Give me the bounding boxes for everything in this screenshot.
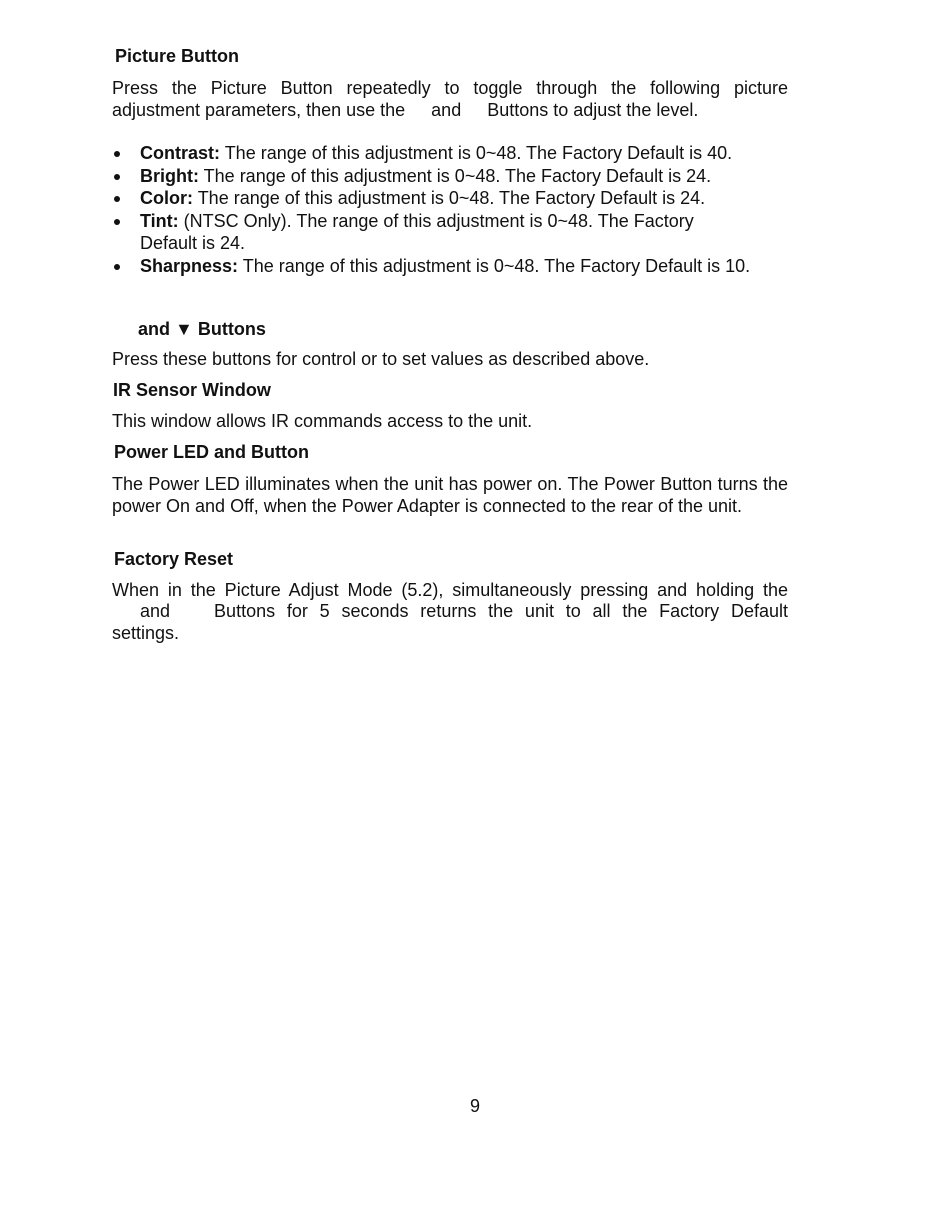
picture-button-heading: Picture Button (115, 46, 239, 66)
adjustment-list (112, 142, 788, 277)
power-led-heading: Power LED and Button (114, 442, 309, 462)
heading-and: and (138, 319, 171, 339)
factory-reset-line-2b: Buttons for 5 seconds returns the unit to all the Factory Default (214, 601, 788, 621)
bullet-term: Tint: (140, 210, 179, 231)
picture-button-line-2c: Buttons to adjust the level. (487, 100, 699, 120)
picture-button-line-2b: and (431, 100, 462, 120)
bullet-text: The range of this adjustment is 0~48. The Factory Default is 24. (203, 165, 712, 186)
bullet-text: The range of this adjustment is 0~48. The Factory Default is 24. (197, 188, 706, 208)
bullet-icon (114, 174, 120, 180)
list-item-bright (112, 165, 788, 188)
factory-reset-line-1: When in the Picture Adjust Mode (5.2), simultaneously pressing and holding the (112, 580, 788, 600)
bullet-text: The range of this adjustment is 0~48. The Factory Default is 10. (242, 255, 751, 276)
bullet-text: (NTSC Only). The range of this adjustment is 0~48. The Factory Default is 24. (140, 210, 694, 253)
picture-button-line-1: Press the Picture Button repeatedly to toggle through the following picture (112, 78, 788, 98)
bullet-term: Color: (140, 188, 193, 208)
list-item-tint (112, 210, 788, 255)
bullet-icon (114, 264, 120, 270)
bullet-term: Bright: (140, 165, 199, 186)
factory-reset-line-2a: and (140, 601, 171, 621)
list-item-color (112, 187, 788, 210)
bullet-text: The range of this adjustment is 0~48. The Factory Default is 40. (224, 143, 733, 163)
bullet-term: Contrast: (140, 143, 220, 163)
picture-button-line-2 (112, 99, 788, 121)
ir-sensor-heading: IR Sensor Window (113, 380, 271, 400)
bullet-icon (114, 196, 120, 202)
list-item-sharpness (112, 255, 788, 278)
ir-sensor-body: This window allows IR commands access to the unit. (112, 411, 533, 431)
down-arrow-icon: ▼ (175, 319, 193, 339)
bullet-term: Sharpness: (140, 255, 239, 276)
bullet-icon (114, 219, 120, 225)
bullet-icon (114, 151, 120, 157)
factory-reset-heading: Factory Reset (114, 549, 234, 569)
list-item-contrast (112, 142, 788, 165)
power-led-body: The Power LED illuminates when the unit has power on. The Power Button turns the power On and Off, when the Power Adapter is connected to the rear of the unit. (112, 474, 788, 516)
page-number: 9 (469, 1096, 480, 1116)
factory-reset-line-2 (112, 600, 788, 622)
up-down-buttons-body: Press these buttons for control or to set values as described above. (112, 349, 650, 369)
picture-button-line-2a: adjustment parameters, then use the (112, 100, 406, 120)
factory-reset-line-3: settings. (112, 623, 180, 643)
up-down-buttons-heading (138, 318, 266, 340)
heading-buttons: Buttons (197, 319, 266, 339)
